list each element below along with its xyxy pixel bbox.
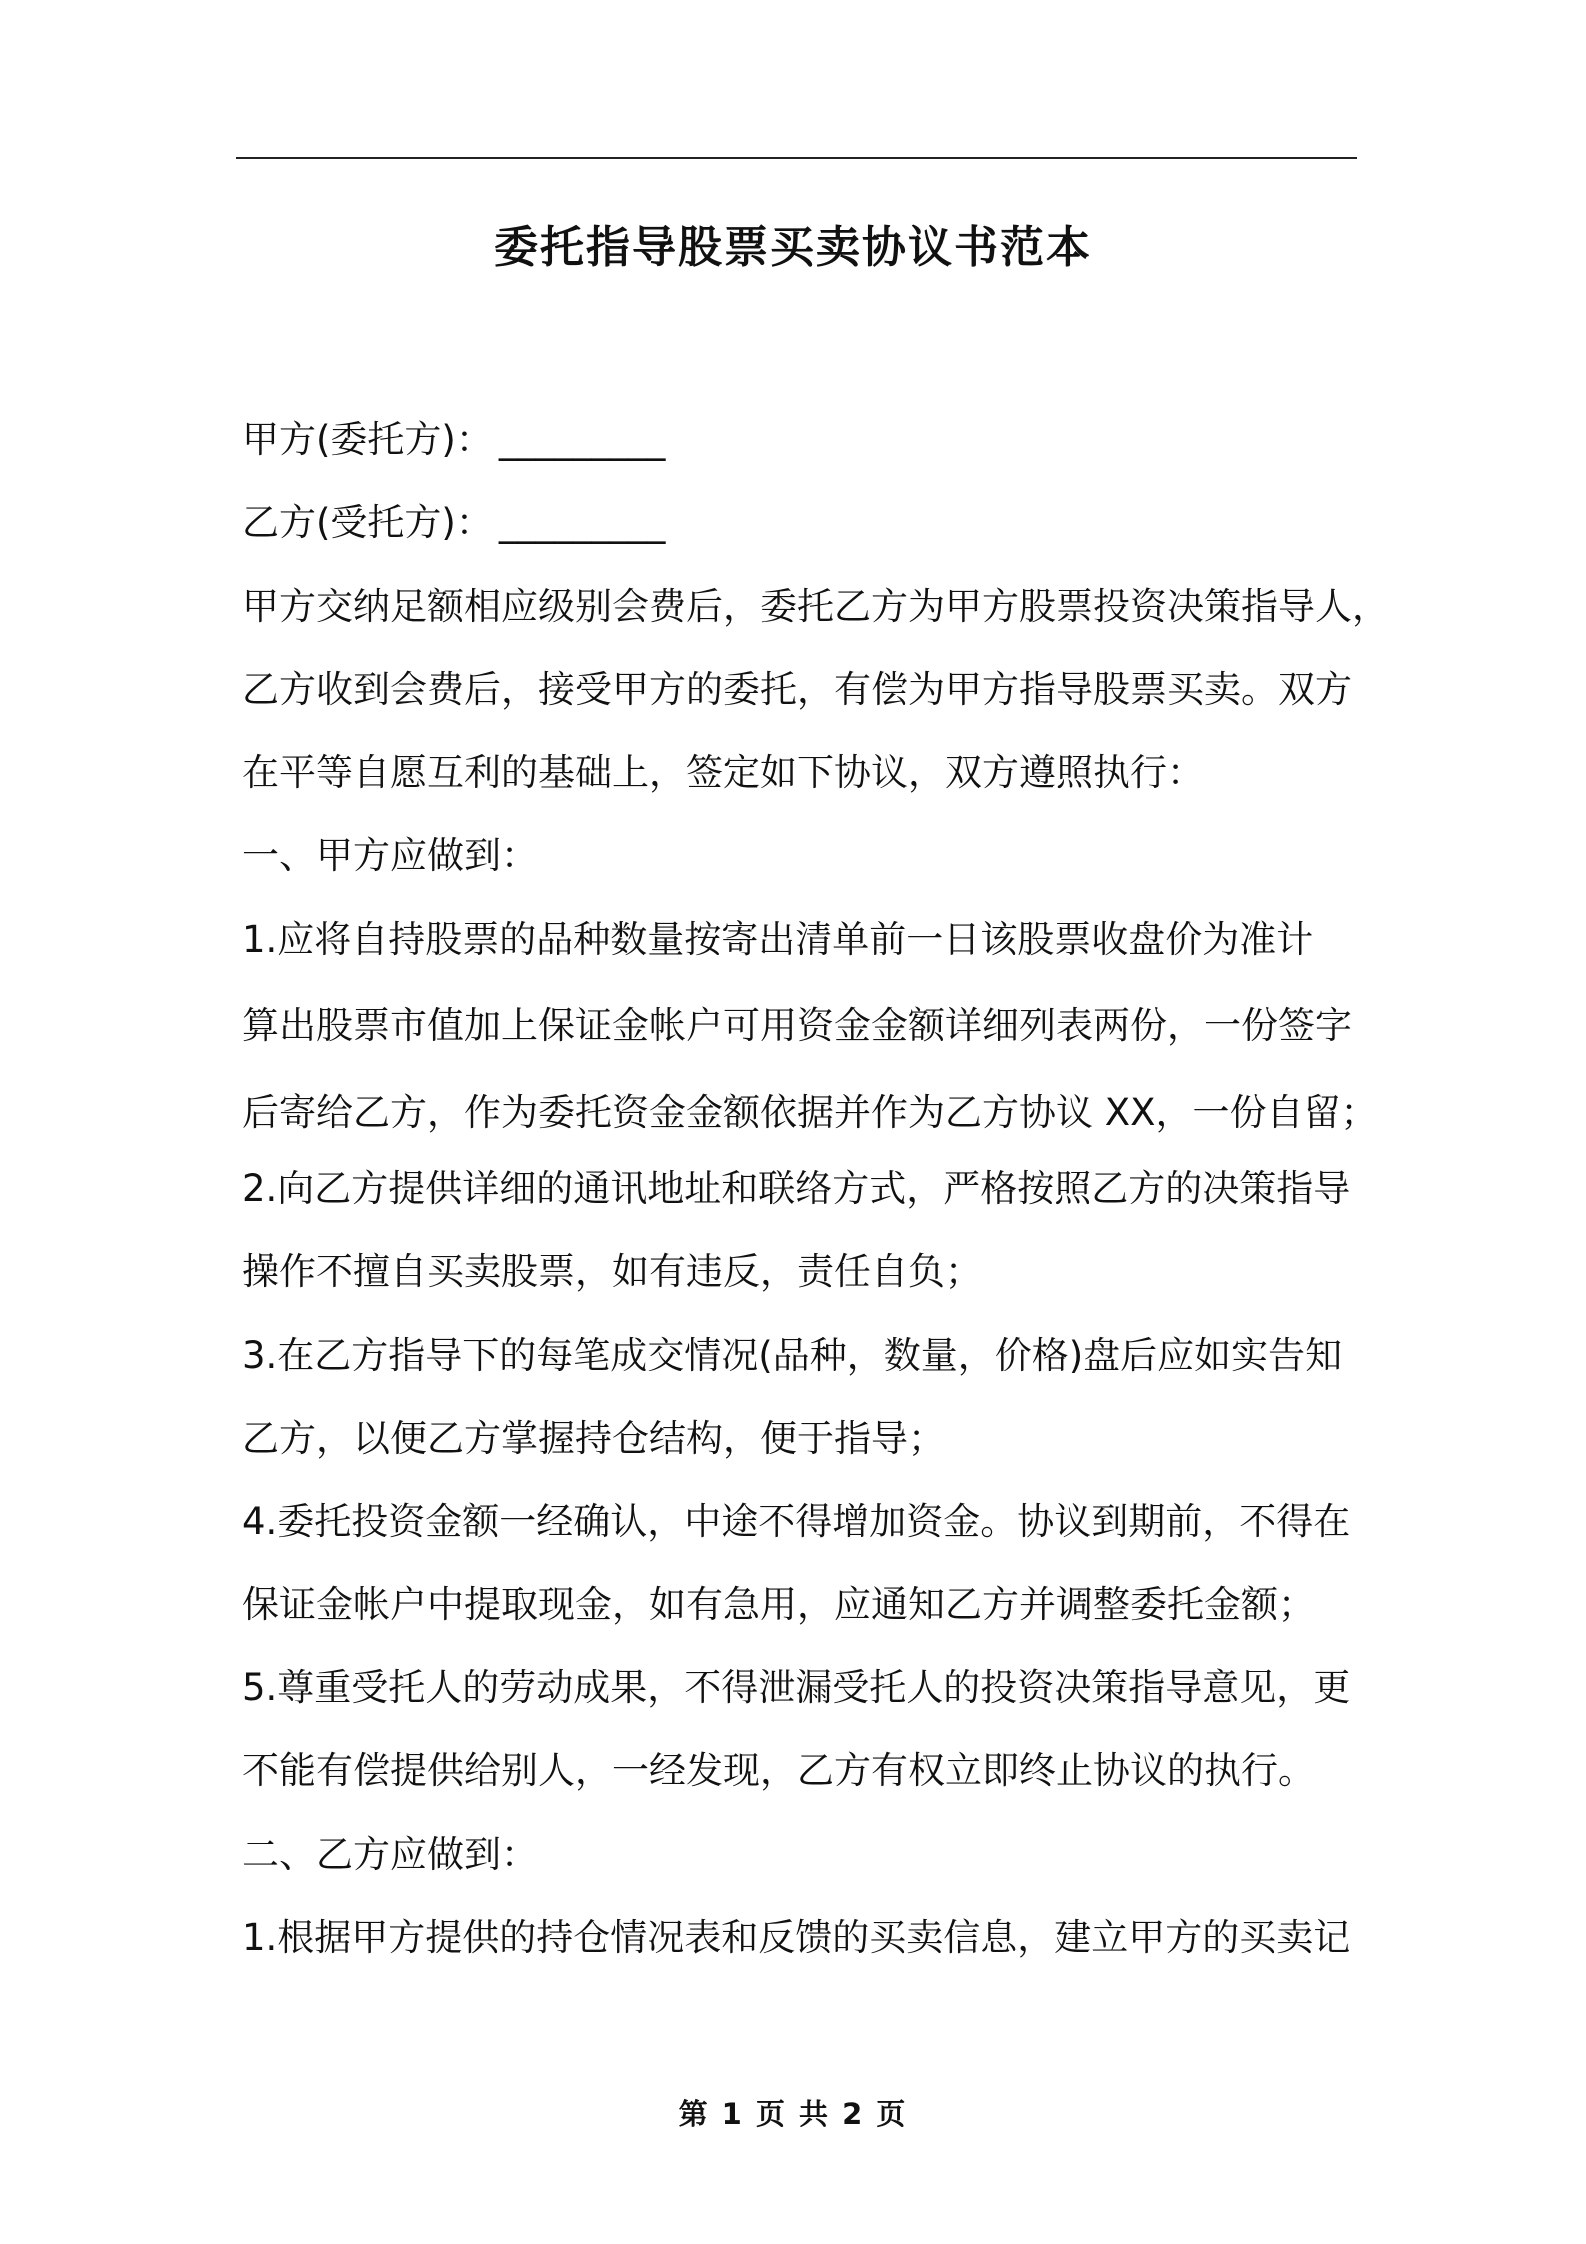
party-a-line <box>242 415 665 465</box>
header-rule <box>236 157 1357 159</box>
item-1-line-1: 1.应将自持股票的品种数量按寄出清单前一日该股票收盘价为准计 <box>242 918 1314 961</box>
section-2-heading: 二、乙方应做到： <box>242 1833 538 1876</box>
party-a-label: 甲方(委托方)： <box>242 418 493 461</box>
item-3-line-1: 3.在乙方指导下的每笔成交情况(品种，数量，价格)盘后应如实告知 <box>242 1334 1343 1377</box>
item-1-line-2: 算出股票市值加上保证金帐户可用资金金额详细列表两份，一份签字 <box>242 1004 1352 1047</box>
section-2-item-1-line-1: 1.根据甲方提供的持仓情况表和反馈的买卖信息，建立甲方的买卖记 <box>242 1916 1351 1959</box>
item-2-line-2: 操作不擅自买卖股票，如有违反，责任自负； <box>242 1250 982 1293</box>
section-1-heading: 一、甲方应做到： <box>242 834 538 877</box>
party-b-label: 乙方(受托方)： <box>242 501 493 544</box>
item-5-line-1: 5.尊重受托人的劳动成果，不得泄漏受托人的投资决策指导意见，更 <box>242 1666 1351 1709</box>
intro-line-2: 乙方收到会费后，接受甲方的委托，有偿为甲方指导股票买卖。双方 <box>242 668 1352 711</box>
document-title: 委托指导股票买卖协议书范本 <box>494 222 1092 273</box>
party-b-blank: _________ <box>498 501 666 544</box>
item-5-line-2: 不能有偿提供给别人，一经发现，乙方有权立即终止协议的执行。 <box>242 1749 1315 1792</box>
item-1-line-3: 后寄给乙方，作为委托资金金额依据并作为乙方协议 XX，一份自留； <box>242 1091 1378 1134</box>
item-4-line-2: 保证金帐户中提取现金，如有急用，应通知乙方并调整委托金额； <box>242 1583 1315 1626</box>
page-indicator: 第 1 页 共 2 页 <box>678 2097 908 2131</box>
item-3-line-2: 乙方，以便乙方掌握持仓结构，便于指导； <box>242 1417 945 1460</box>
party-a-blank: _________ <box>498 418 666 461</box>
item-4-line-1: 4.委托投资金额一经确认，中途不得增加资金。协议到期前，不得在 <box>242 1500 1351 1543</box>
intro-line-1: 甲方交纳足额相应级别会费后，委托乙方为甲方股票投资决策指导人， <box>242 585 1389 628</box>
item-2-line-1: 2.向乙方提供详细的通讯地址和联络方式，严格按照乙方的决策指导 <box>242 1167 1351 1210</box>
intro-line-3: 在平等自愿互利的基础上，签定如下协议，双方遵照执行： <box>242 751 1204 794</box>
party-b-line <box>242 498 665 548</box>
